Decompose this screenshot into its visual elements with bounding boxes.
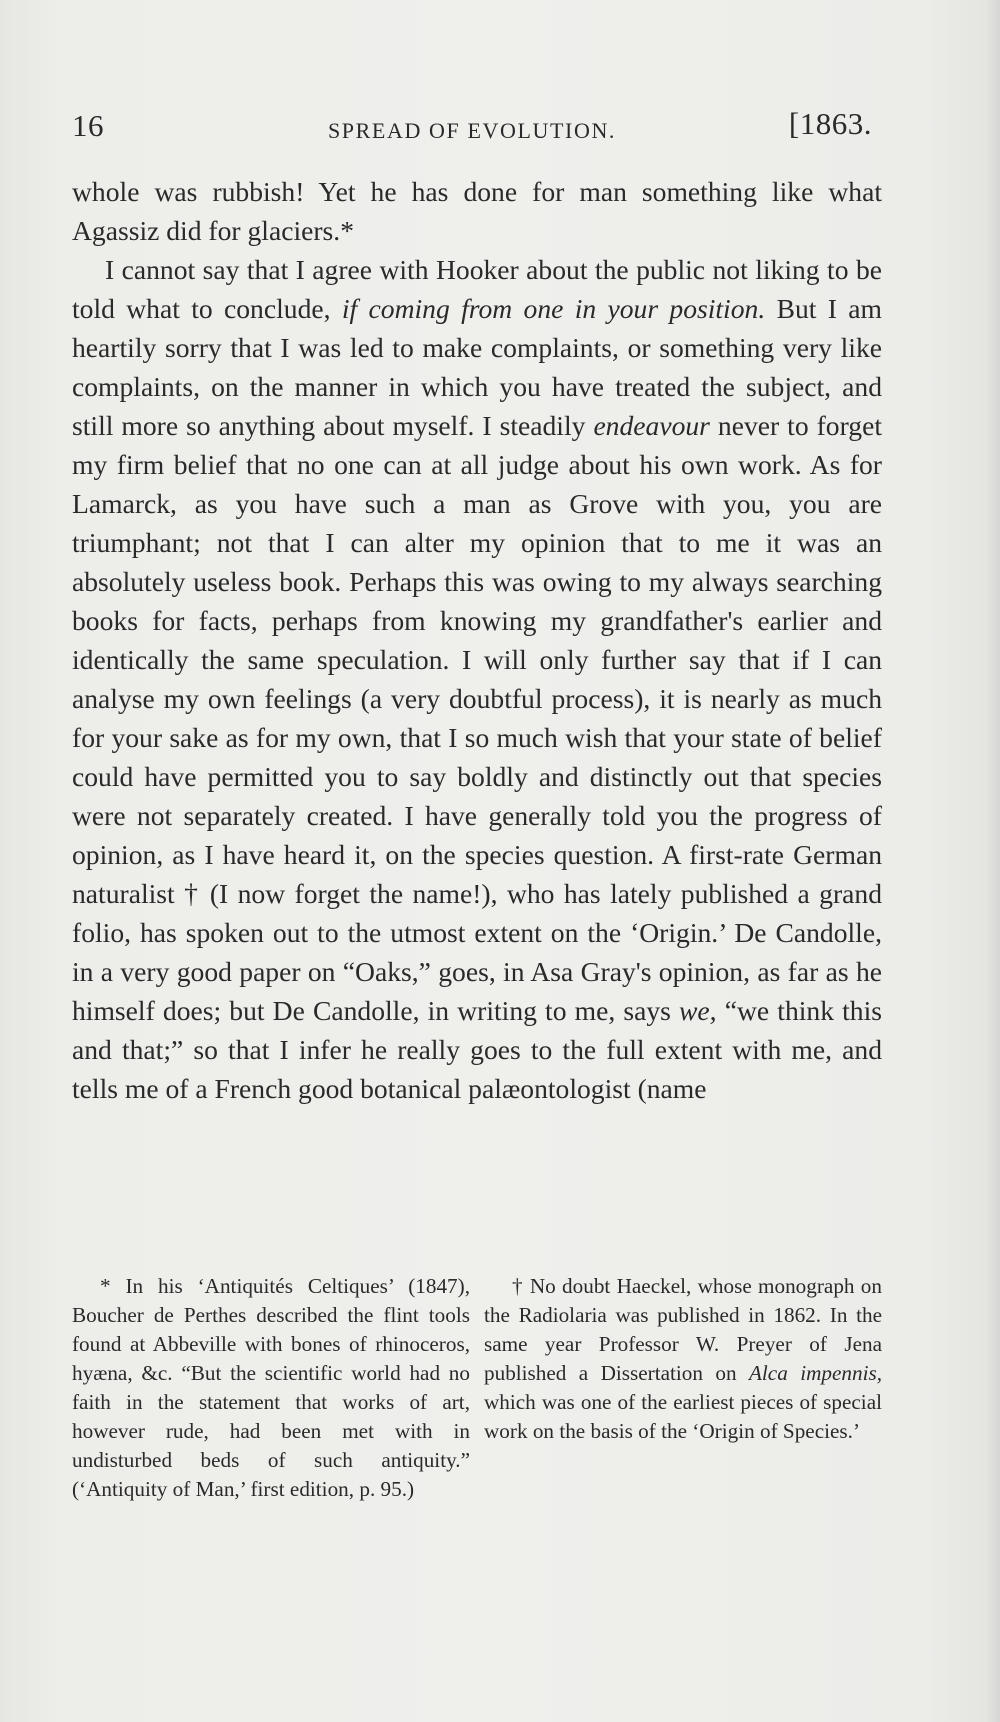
paragraph-2-text-3: never to forget my firm belief that no one can at all judge about his own work. As for Lamarck, as you have such a man as Grove with you, you are triumphant; not that I can alter my opinion that to me it was an absolutely useless book. Perhaps this was owing to my always searching books for facts, perhaps from knowing my grandfather's earlier and identically the same speculation. I will only further say that if I can analyse my own feelings (a very doubtful process), it is nearly as much for your sake as for my own, that I so much wish that your state of belief could have permitted you to say boldly and distinctly out that species were not separately created. I have generally told you the progress of opinion, as I have heard it, on the species question. A first-rate German naturalist † (I now forget the name!), who has lately published a grand folio, has spoken out to the utmost extent on the ‘Origin.’ De Candolle, in a very good paper on “Oaks,” goes, in Asa Gray's opinion, as far as he himself does; but De Candolle, in writing to me, says: [72, 410, 883, 1026]
footnote-2-text-2: which was one of the earliest pieces of special work on the basis of the ‘Origin of Species.’: [484, 1390, 882, 1443]
paragraph-2-italic-2: endeavour: [593, 410, 710, 441]
footnote-2-italic: Alca impennis,: [748, 1361, 882, 1385]
paragraph-2-text-2: But I am heartily sorry that I was led to make complaints, or something very like complaints, on the manner in which you have treated the subject, and still more so anything about myself. I steadily: [72, 293, 882, 441]
paragraph-2-italic-3: we,: [679, 995, 717, 1026]
footnote-column-left: [72, 1272, 470, 1504]
paragraph-1: whole was rubbish! Yet he has done for man something like what Agassiz did for glaciers.*: [72, 176, 882, 246]
running-title: SPREAD OF EVOLUTION.: [327, 118, 617, 143]
footnotes: [72, 1272, 882, 1504]
page-number: 16: [72, 108, 104, 143]
running-header: [72, 108, 872, 154]
main-text: [72, 172, 882, 1108]
paragraph-2-text-1: I cannot say that I agree with Hooker about the public not liking to be told what to conclude,: [72, 254, 882, 324]
page-date: [1863.: [788, 106, 872, 141]
footnote-column-right: [484, 1272, 882, 1504]
footnote-2: [484, 1272, 882, 1446]
paragraph-2: [72, 250, 882, 1108]
footnote-2-text-1: † No doubt Haeckel, whose monograph on the Radiolaria was published in 1862. In the same year Professor W. Preyer of Jena published a Dissertation on: [484, 1274, 882, 1385]
page-edge-shadow: [986, 0, 1000, 1722]
footnote-1: * In his ‘Antiquités Celtiques’ (1847), Boucher de Perthes described the flint tools found at Abbeville with bones of rhinoceros, hyæna, &c. “But the scientific world had no faith in the statement that works of art, however rude, had been met with in undisturbed beds of such antiquity.” (‘Antiquity of Man,’ first edition, p. 95.): [72, 1274, 470, 1501]
paragraph-2-italic-1: if coming from one in your position.: [341, 293, 766, 324]
paragraph-2-text-4: “we think this and that;” so that I infer he really goes to the full extent with me, and tells me of a French good botanical palæontologist (name: [72, 995, 883, 1104]
